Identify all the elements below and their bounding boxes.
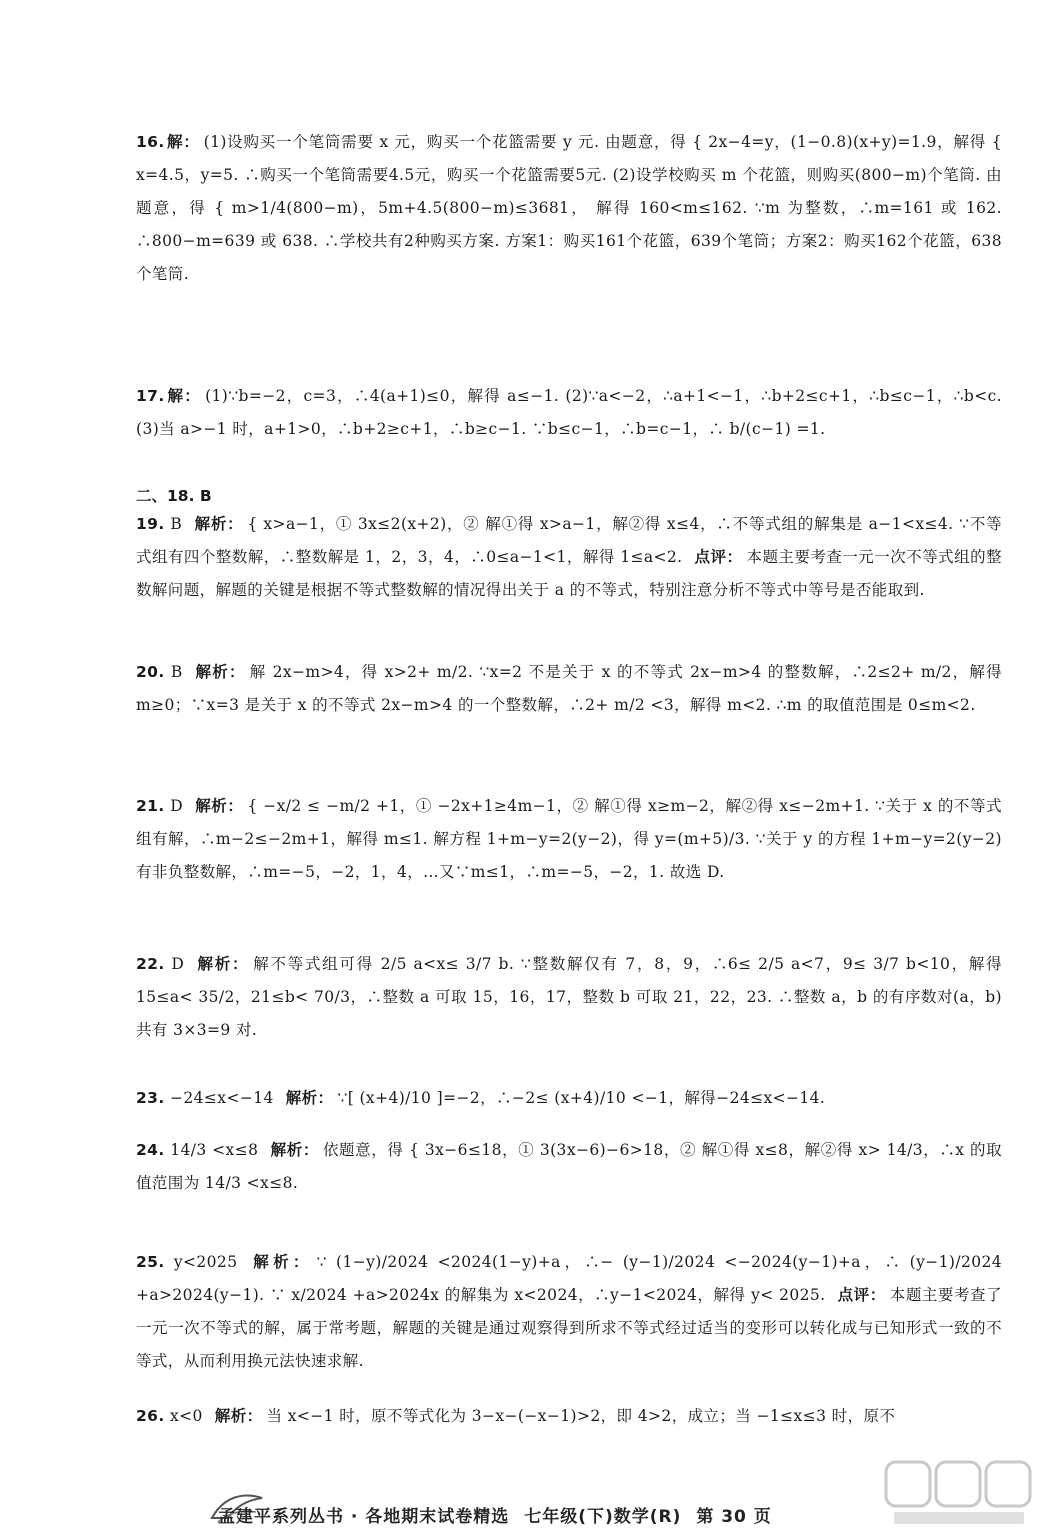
problem-text: 依题意，得 { 3x−6≤18，① 3(3x−6)−6>18，② 解①得 x≤8，解②得 x> 14/3，∴x 的取值范围为 14/3 <x≤8. xyxy=(136,1141,1002,1192)
problem-26 xyxy=(136,1400,1002,1433)
problem-text: 解不等式组可得 2/5 a<x≤ 3/7 b. ∵整数解仅有 7，8，9，∴6≤ 2/5 a<7，9≤ 3/7 b<10，解得 15≤a< 35/2，21≤b< 70/3，∴整数 a 可取 15，16，17，整数 b 可取 21，22，23. ∴整数 a，b 的有序数对(a，b)共有 3×3=9 对. xyxy=(136,955,1003,1039)
footer-series: 孟建平系列丛书 · 各地期末试卷精选 xyxy=(218,1507,510,1527)
analysis-tag: 解析： xyxy=(270,1141,319,1159)
comment-tag: 点评： xyxy=(837,1286,886,1304)
analysis-tag: 解析： xyxy=(249,1253,313,1271)
problem-20 xyxy=(136,656,1002,722)
problem-19 xyxy=(136,508,1002,607)
problem-number: 21. xyxy=(136,797,165,815)
problem-text: 当 x<−1 时，原不等式化为 3−x−(−x−1)>2，即 4>2，成立；当 −1≤x≤3 时，原不 xyxy=(266,1407,896,1425)
problem-number: 26. xyxy=(136,1407,165,1425)
problem-text: { x>a−1，① 3x≤2(x+2)，② 解①得 x>a−1，解②得 x≤4，∴不等式组的解集是 a−1<x≤4. ∵不等式组有四个整数解，∴整数解是 1，2，3，4，∴0≤a−1<1，解得 1≤a<2. xyxy=(136,515,1003,566)
answer: D xyxy=(171,955,185,973)
watermark-logo-icon xyxy=(880,1458,1040,1528)
footer-page-number: 第 30 页 xyxy=(696,1507,772,1527)
analysis-tag: 解析： xyxy=(214,1407,263,1425)
answer: D xyxy=(170,797,184,815)
answer: B xyxy=(170,515,183,533)
analysis-tag: 解析： xyxy=(194,663,246,681)
problem-number: 20. xyxy=(136,663,165,681)
problem-number: 16. xyxy=(136,133,165,151)
problem-text: (1)设购买一个笔筒需要 x 元，购买一个花篮需要 y 元. 由题意，得 { 2x−4=y，(1−0.8)(x+y)=1.9，解得 { x=4.5，y=5. ∴购买一个笔筒需要4.5元，购买一个花篮需要5元. (2)设学校购买 m 个花篮，则购买(800−m)个笔筒. 由题意，得 { m>1/4(800−m)，5m+4.5(800−m)≤3681， 解得 160<m≤162. ∵m 为整数，∴m=161 或 162. ∴800−m=639 或 638. ∴学校共有2种购买方案. 方案1：购买161个花篮，639个笔筒；方案2：购买162个花篮，638个笔筒. xyxy=(136,133,1002,283)
problem-21 xyxy=(136,790,1002,889)
page-footer xyxy=(218,1502,780,1527)
answer: y<2025 xyxy=(173,1253,238,1271)
solution-tag: 解： xyxy=(166,133,200,151)
problem-24 xyxy=(136,1134,1002,1200)
problem-text: 解 2x−m>4，得 x>2+ m/2. ∵x=2 不是关于 x 的不等式 2x−m>4 的整数解，∴2≤2+ m/2，解得 m≥0；∵x=3 是关于 x 的不等式 2x−m>4 的一个整数解，∴2+ m/2 <3，解得 m<2. ∴m 的取值范围是 0≤m<2. xyxy=(136,663,1003,714)
problem-number: 19. xyxy=(136,515,165,533)
problem-text: ∵[ (x+4)/10 ]=−2，∴−2≤ (x+4)/10 <−1，解得−24≤x<−14. xyxy=(337,1089,826,1107)
solution-tag: 解： xyxy=(166,387,202,405)
analysis-tag: 解析： xyxy=(194,515,244,533)
problem-23 xyxy=(136,1082,1002,1115)
analysis-tag: 解析： xyxy=(195,797,244,815)
analysis-tag: 解析： xyxy=(285,1089,334,1107)
problem-22 xyxy=(136,948,1002,1047)
problem-16 xyxy=(136,126,1002,291)
problem-number: 22. xyxy=(136,955,165,973)
problem-number: 17. xyxy=(136,387,165,405)
problem-number: 24. xyxy=(136,1141,165,1159)
problem-17 xyxy=(136,380,1002,446)
analysis-tag: 解析： xyxy=(196,955,250,973)
footer-grade: 七年级(下)数学(R) xyxy=(524,1507,682,1527)
section-heading: 二、18. B xyxy=(136,487,212,505)
answer: 14/3 <x≤8 xyxy=(170,1141,259,1159)
problem-number: 25. xyxy=(136,1253,165,1271)
problem-text: (1)∵b=−2，c=3，∴4(a+1)≤0，解得 a≤−1. (2)∵a<−2，∴a+1<−1，∴b+2≤c+1，∴b≤c−1，∴b<c. (3)当 a>−1 时，a+1>0，∴b+2≥c+1，∴b≥c−1. ∵b≤c−1，∴b=c−1，∴ b/(c−1) =1. xyxy=(136,387,1002,438)
problem-number: 23. xyxy=(136,1089,165,1107)
comment-text: 本题主要考查一元一次不等式组的整数解问题，解题的关键是根据不等式整数解的情况得出关于 a 的不等式，特别注意分析不等式中等号是否能取到. xyxy=(136,548,1003,599)
problem-text: ∵ (1−y)/2024 <2024(1−y)+a，∴− (y−1)/2024 <−2024(y−1)+a，∴ (y−1)/2024 +a>2024(y−1). ∵ x/2024 +a>2024x 的解集为 x<2024，∴y−1<2024，解得 y< 2025. xyxy=(136,1253,1003,1304)
answer: −24≤x<−14 xyxy=(170,1089,274,1107)
answer: B xyxy=(170,663,183,681)
comment-tag: 点评： xyxy=(694,548,743,566)
comment-text: 本题主要考查了一元一次不等式的解，属于常考题，解题的关键是通过观察得到所求不等式经过适当的变形可以转化成与已知形式一致的不等式，从而利用换元法快速求解. xyxy=(136,1286,1002,1370)
answer: x<0 xyxy=(170,1407,203,1425)
problem-text: { −x/2 ≤ −m/2 +1，① −2x+1≥4m−1，② 解①得 x≥m−2，解②得 x≤−2m+1. ∵关于 x 的不等式组有解，∴m−2≤−2m+1，解得 m≤1. 解方程 1+m−y=2(y−2)，得 y=(m+5)/3. ∵关于 y 的方程 1+m−y=2(y−2)有非负整数解，∴m=−5，−2，1，4，…又∵m≤1，∴m=−5，−2，1. 故选 D. xyxy=(136,797,1002,881)
problem-25 xyxy=(136,1246,1002,1378)
